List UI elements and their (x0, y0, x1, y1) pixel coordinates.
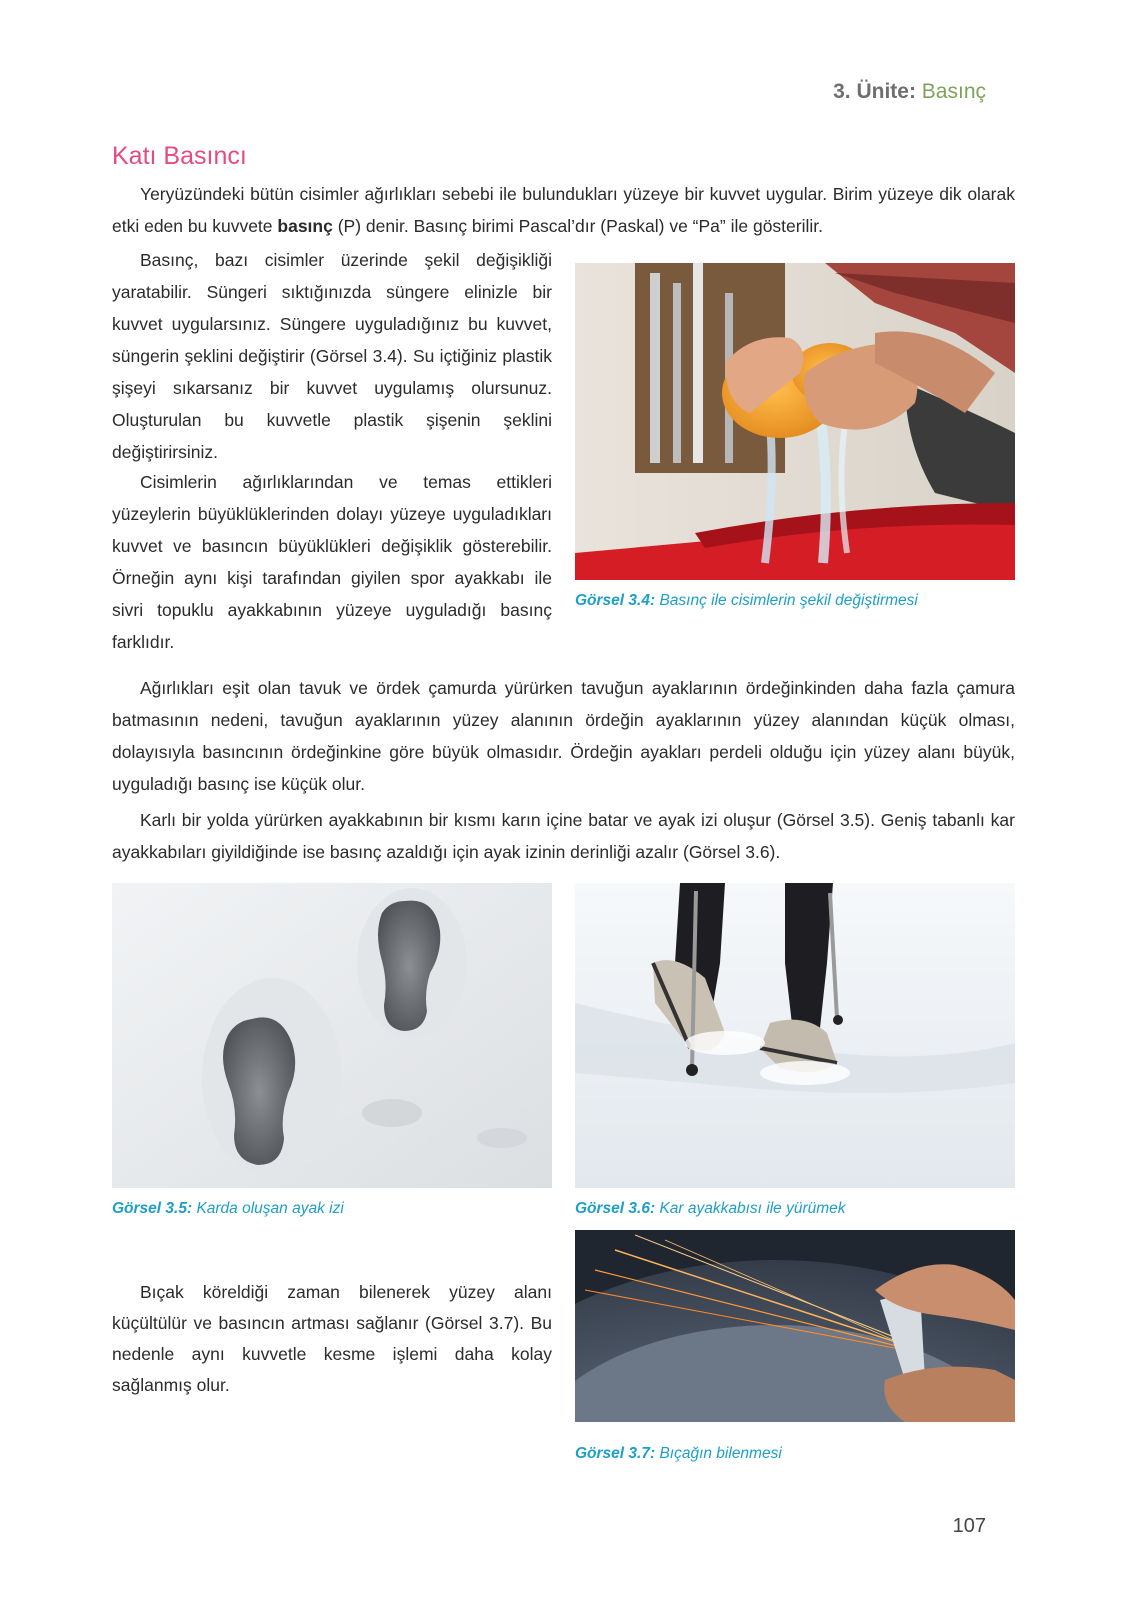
figure-3-4-label: Görsel 3.4: (575, 592, 656, 609)
unit-label: 3. Ünite: (833, 80, 916, 103)
figure-3-6-label: Görsel 3.6: (575, 1200, 656, 1217)
figure-3-6-caption (575, 1200, 846, 1218)
sponge-photo (575, 263, 1015, 580)
figure-3-7-label: Görsel 3.7: (575, 1445, 656, 1462)
footprints-photo (112, 883, 552, 1188)
paragraph-intro (112, 178, 1015, 242)
figure-3-5-text: Karda oluşan ayak izi (196, 1200, 344, 1217)
paragraph-snow: Karlı bir yolda yürürken ayakkabının bir kısmı karın içine batar ve ayak izi oluşur (Görsel 3.5). Geniş tabanlı kar ayakkabıları giyildiğinde ise basınç azaldığı için ayak izinin derinliği azalır (Görsel 3.6). (112, 810, 1015, 862)
figure-3-7-text: Bıçağın bilenmesi (659, 1445, 782, 1462)
unit-name: Basınç (921, 80, 986, 103)
figure-3-4-text: Basınç ile cisimlerin şekil değiştirmesi (659, 592, 918, 609)
figure-3-5-label: Görsel 3.5: (112, 1200, 193, 1217)
figure-3-4-caption (575, 592, 918, 610)
paragraph-shape-change: Basınç, bazı cisimler üzerinde şekil değişikliği yaratabilir. Süngeri sıktığınızda süngere elinizle bir kuvvet uygularsınız. Süngere uyguladığınız bu kuvvet, süngerin şeklini değiştirir (Görsel 3.4). Su içtiğiniz plastik şişeyi sıkarsanız bir kuvvet uygulamış olursunuz. Oluşturulan bu kuvvetle plastik şişenin şeklini değiştirirsiniz. (112, 250, 552, 462)
unit-header (833, 80, 986, 104)
figure-3-7-caption (575, 1445, 782, 1463)
paragraph-intro-part2: (P) denir. Basınç birimi Pascal’dır (Paskal) ve “Pa” ile gösterilir. (332, 216, 823, 236)
snowshoe-photo (575, 883, 1015, 1188)
section-title: Katı Basıncı (112, 142, 247, 170)
page-number: 107 (952, 1515, 986, 1537)
paragraph-intro-part1: Yeryüzündeki bütün cisimler ağırlıkları sebebi ile bulundukları yüzeye bir kuvvet uygular. Birim yüzeye dik olarak etki eden bu kuvvete (112, 184, 1015, 236)
figure-3-5-caption (112, 1200, 344, 1218)
paragraph-surface-size: Cisimlerin ağırlıklarından ve temas ettikleri yüzeylerin büyüklüklerinden dolayı yüzeye uyguladıkları kuvvet ve basıncın büyüklükleri değişiklik gösterebilir. Örneğin aynı kişi tarafından giyilen spor ayakkabı ile sivri topuklu ayakkabının yüzeye uyguladığı basınç farklıdır. (112, 472, 552, 652)
term-basinc: basınç (277, 216, 333, 236)
knife-sharpening-photo (575, 1230, 1015, 1422)
figure-3-6-text: Kar ayakkabısı ile yürümek (659, 1200, 846, 1217)
paragraph-knife: Bıçak köreldiği zaman bilenerek yüzey alanı küçültülür ve basıncın artması sağlanır (Görsel 3.7). Bu nedenle aynı kuvvetle kesme işlemi daha kolay sağlanmış olur. (112, 1282, 552, 1395)
paragraph-chicken-duck: Ağırlıkları eşit olan tavuk ve ördek çamurda yürürken tavuğun ayaklarının ördeğinkinden daha fazla çamura batmasının nedeni, tavuğun ayaklarının yüzey alanının ördeğin ayaklarının yüzey alanından küçük olması, dolayısıyla basıncının ördeğinkine göre büyük olmasıdır. Ördeğin ayakları perdeli olduğu için yüzey alanı büyük, uyguladığı basınç ise küçük olur. (112, 678, 1015, 794)
